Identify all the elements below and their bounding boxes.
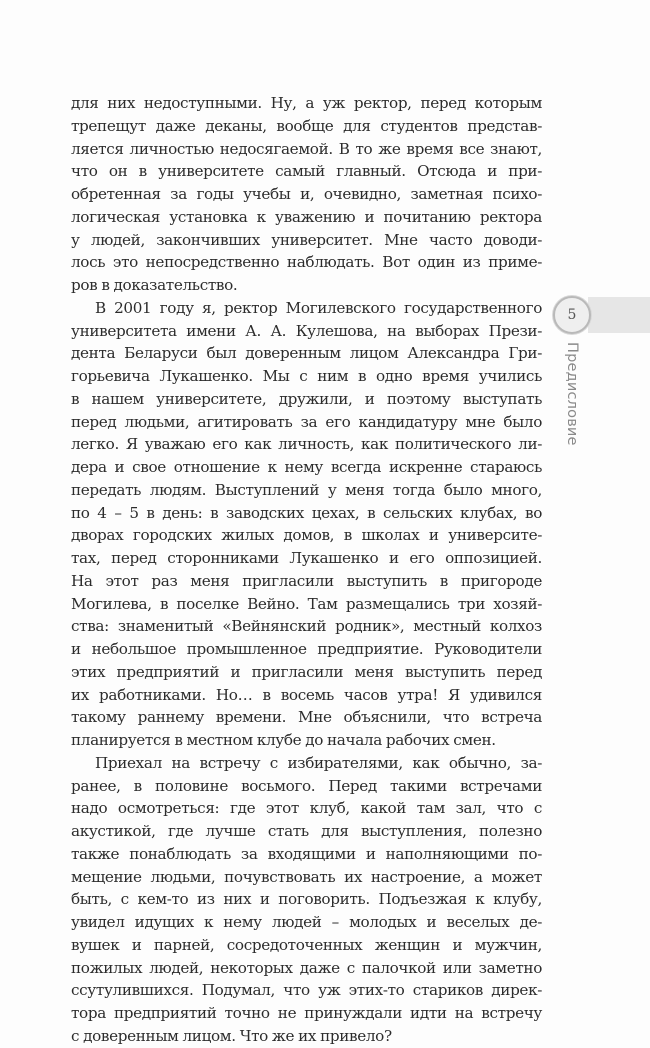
text-line: быть, с кем-то из них и поговорить. Подъезжая к клубу,: [71, 890, 542, 909]
text-line: мещение людьми, почувствовать их настроение, а может: [71, 867, 542, 886]
text-line: легко. Я уважаю его как личность, как политического ли-: [71, 435, 542, 454]
text-line: университета имени А. А. Кулешова, на выборах Прези-: [71, 321, 542, 340]
text-line: Могилева, в поселке Вейно. Там размещались три хозяй-: [71, 594, 542, 613]
text-line: такому раннему времени. Мне объяснили, что встреча: [71, 708, 542, 727]
text-line: этих предприятий и пригласили меня выступить перед: [71, 662, 542, 681]
text-line: В 2001 году я, ректор Могилевского государственного: [95, 298, 542, 317]
text-line: и небольшое промышленное предприятие. Руководители: [71, 640, 542, 658]
text-line: с доверенным лицом. Что же их привело?: [71, 1026, 392, 1045]
text-line: дворах городских жилых домов, в школах и университе-: [71, 526, 542, 545]
text-line: также понаблюдать за входящими и наполняющими по-: [71, 844, 542, 863]
text-line: лось это непосредственно наблюдать. Вот один из приме-: [71, 253, 542, 272]
text-line: их работниками. Но… в восемь часов утра! Я удивился: [71, 685, 542, 704]
text-line: ляется личностью недосягаемой. В то же время все знают,: [71, 139, 542, 158]
text-line: тора предприятий точно не принуждали идти на встречу: [71, 1004, 542, 1022]
text-line: На этот раз меня пригласили выступить в пригороде: [71, 571, 542, 590]
text-line: вушек и парней, сосредоточенных женщин и мужчин,: [71, 935, 542, 954]
text-line: надо осмотреться: где этот клуб, какой там зал, что с: [71, 799, 542, 818]
text-line: ров в доказательство.: [71, 276, 238, 294]
page-tab-bar: [588, 297, 650, 333]
text-line: ранее, в половине восьмого. Перед такими встречами: [71, 776, 542, 795]
text-line: увидел идущих к нему людей – молодых и веселых де-: [71, 913, 542, 931]
page-number: 5: [567, 307, 577, 323]
text-line: дера и свое отношение к нему всегда искренне стараюсь: [71, 458, 542, 476]
text-line: пожилых людей, некоторых даже с палочкой или заметно: [71, 958, 542, 977]
text-line: ссутулившихся. Подумал, что уж этих-то стариков дирек-: [71, 981, 542, 1000]
text-line: обретенная за годы учебы и, очевидно, заметная психо-: [71, 185, 542, 203]
text-line: в нашем университете, дружили, и поэтому выступать: [71, 389, 542, 408]
text-line: что он в университете самый главный. Отсюда и при-: [71, 162, 542, 181]
body-text: [71, 92, 542, 1048]
text-line: ства: знаменитый «Вейнянский родник», местный колхоз: [71, 617, 542, 636]
text-line: перед людьми, агитировать за его кандидатуру мне было: [71, 412, 542, 431]
text-line: логическая установка к уважению и почитанию ректора: [71, 207, 542, 226]
running-header-section-title: Предисловие: [564, 342, 580, 446]
text-line: горьевича Лукашенко. Мы с ним в одно время учились: [71, 367, 542, 385]
page-number-badge: [553, 296, 591, 334]
text-line: для них недоступными. Ну, а уж ректор, перед которым: [71, 94, 542, 112]
text-line: Приехал на встречу с избирателями, как обычно, за-: [95, 753, 542, 772]
text-line: по 4 – 5 в день: в заводских цехах, в сельских клубах, во: [71, 503, 542, 522]
text-line: планируется в местном клубе до начала рабочих смен.: [71, 731, 496, 749]
text-line: передать людям. Выступлений у меня тогда было много,: [71, 480, 542, 499]
text-line: трепещут даже деканы, вообще для студентов представ-: [71, 116, 542, 135]
text-line: акустикой, где лучше стать для выступления, полезно: [71, 822, 542, 840]
text-line: у людей, закончивших университет. Мне часто доводи-: [71, 230, 542, 249]
text-line: тах, перед сторонниками Лукашенко и его оппозицией.: [71, 549, 542, 567]
text-line: дента Беларуси был доверенным лицом Александра Гри-: [71, 344, 542, 363]
